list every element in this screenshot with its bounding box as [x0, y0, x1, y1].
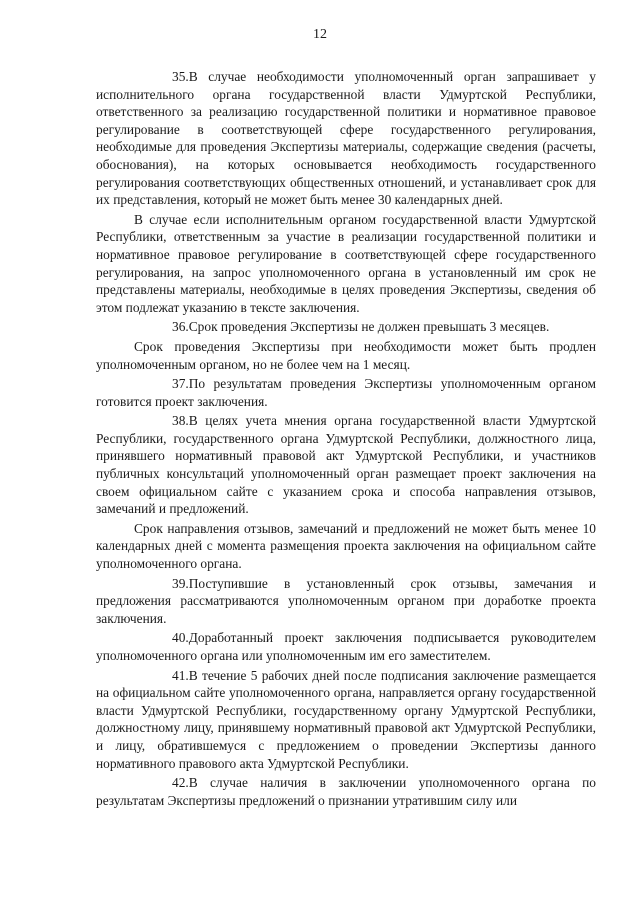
paragraph-35-cont	[96, 211, 596, 317]
paragraph-number: 35.	[172, 69, 189, 84]
paragraph-text: В целях учета мнения органа государственной власти Удмуртской Республики, государственного органа Удмуртской Республики, должностного лица, принявшего нормативный правовой акт Удмуртской Республики, и участников публичных консультаций уполномоченный орган размещает проект заключения на своем официальном сайте с указанием срока и способа направления отзывов, замечаний и предложений.	[96, 413, 596, 517]
paragraph-text: В случае необходимости уполномоченный орган запрашивает у исполнительного органа государственной власти Удмуртской Республики, ответственного за реализацию государственной политики и нормативное правовое регулирование в соответствующей сфере государственного регулирования, необходимые для проведения Экспертизы материалы, содержащие сведения (расчеты, обоснования), на которых основывается необходимость государственного регулирования соответствующих общественных отношений, и устанавливает срок для их представления, который не может быть менее 30 календарных дней.	[96, 69, 596, 208]
paragraph-text: Поступившие в установленный срок отзывы, замечания и предложения рассматриваются уполномоченным органом при доработке проекта заключения.	[96, 575, 596, 626]
paragraph-number: 38.	[172, 413, 189, 429]
paragraph-number: 40.	[172, 630, 189, 646]
paragraph-number: 42.	[172, 775, 189, 791]
paragraph-40	[96, 629, 596, 664]
document-body	[96, 68, 596, 811]
paragraph-37	[96, 375, 596, 410]
paragraph-39	[96, 575, 596, 628]
paragraph-number: 37.	[172, 376, 189, 392]
paragraph-text: Срок направления отзывов, замечаний и предложений не может быть менее 10 календарных дней с момента размещения проекта заключения на официальном сайте уполномоченного органа.	[96, 520, 596, 572]
paragraph-text: Срок проведения Экспертизы не должен превышать 3 месяцев.	[188, 319, 550, 335]
paragraph-text: В течение 5 рабочих дней после подписания заключение размещается на официальном сайте уполномоченного органа, направляется органу государственной власти Удмуртской Республики, государственному органу Удмуртской Республики, должностному лицу, принявшему нормативный правовой акт Удмуртской Республики, и лицу, обратившемуся с предложением о проведении Экспертизы данного нормативного правового акта Удмуртской Республики.	[96, 667, 596, 771]
paragraph-text: Срок проведения Экспертизы при необходимости может быть продлен уполномоченным органом, но не более чем на 1 месяц.	[96, 338, 596, 372]
paragraph-text: В случае если исполнительным органом государственной власти Удмуртской Республики, ответственным за участие в реализации государственной политики и нормативное правовое регулирование в соответствующей сфере государственного регулирования, на запрос уполномоченного органа в установленный им срок не представлены материалы, необходимые в целях проведения Экспертизы, сведения об этом подлежат указанию в тексте заключения.	[96, 211, 596, 315]
paragraph-35	[96, 68, 596, 209]
paragraph-38-cont	[96, 520, 596, 573]
paragraph-36	[96, 318, 596, 336]
paragraph-number: 41.	[172, 667, 189, 683]
paragraph-text: Доработанный проект заключения подписывается руководителем уполномоченного органа или уполномоченным им его заместителем.	[96, 630, 596, 663]
paragraph-41	[96, 667, 596, 773]
paragraph-text: По результатам проведения Экспертизы уполномоченным органом готовится проект заключения.	[96, 376, 596, 409]
paragraph-text: В случае наличия в заключении уполномоченного органа по результатам Экспертизы предложений о признании утратившим силу или	[96, 775, 596, 808]
paragraph-number: 36.	[172, 319, 189, 335]
paragraph-38	[96, 412, 596, 518]
paragraph-36-cont	[96, 338, 596, 373]
paragraph-42	[96, 774, 596, 809]
page-number: 12	[313, 27, 327, 42]
paragraph-number: 39.	[172, 575, 189, 591]
